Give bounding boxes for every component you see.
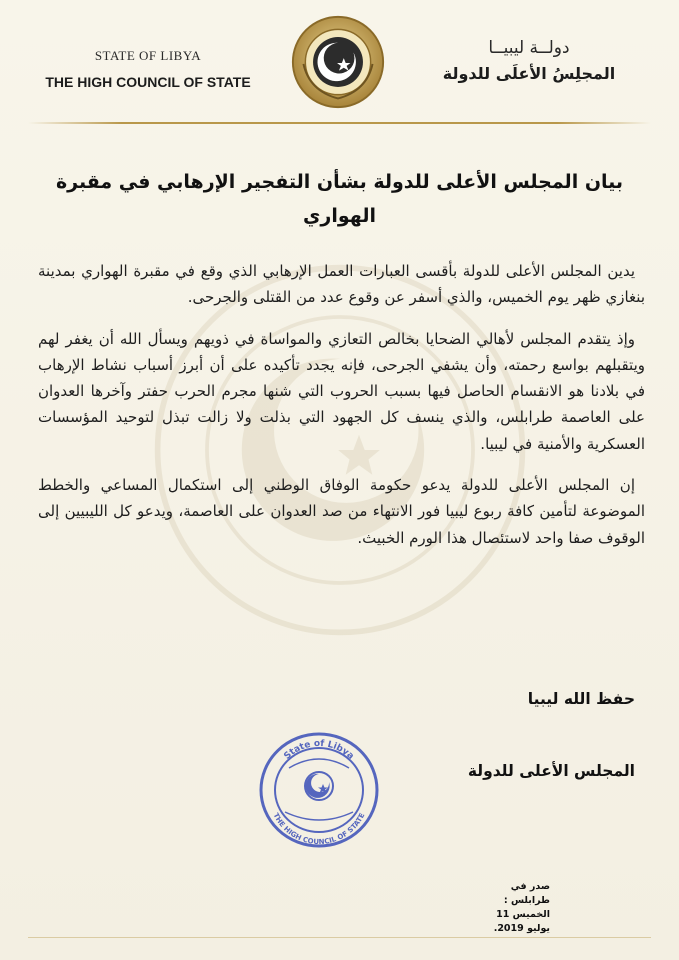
issue-place: صدر في طرابلس : — [503, 881, 550, 906]
council-name-en: THE HIGH COUNCIL OF STATE — [45, 74, 251, 90]
header-english — [38, 48, 258, 90]
issue-date: الخميس 11 يوليو 2019. — [493, 909, 550, 934]
official-stamp-icon — [255, 728, 383, 850]
header-divider — [28, 122, 651, 124]
state-name-en: STATE OF LIBYA — [94, 48, 202, 63]
paragraph-2: وإذ يتقدم المجلس لأهالي الضحايا بخالص التعازي والمواساة في ذويهم ويسأل الله أن يغفر لهم ويتقبلهم بواسع رحمته، وأن يشفي الجرحى، فإنه يجدد تأكيده على أن أبرز أسباب نشاط الإرهاب في بلادنا هو الانقسام الحاصل فيها بسبب الحروب التي شنها مجرم الحرب حفتر وآخرها العدوان على العاصمة طرابلس، والذي ينسف كل الجهود التي بذلت ولا زالت تبذل لتوحيد المؤسسات العسكرية والأمنية في ليبيا. — [38, 329, 645, 453]
paragraph-1: يدين المجلس الأعلى للدولة بأقسى العبارات العمل الإرهابي الذي وقع في مقبرة الهواري بمدينة بنغازي ظهر يوم الخميس، والذي أسفر عن وقوع عدد من القتلى والجرحى. — [38, 262, 645, 307]
state-name-ar: دولــة ليبيــا — [488, 38, 570, 58]
statement-title: بيان المجلس الأعلى للدولة بشأن التفجير الإرهابي في مقبرة الهواري — [55, 171, 624, 227]
stamp-top-text: State of Libya — [282, 738, 356, 762]
issue-info — [470, 880, 550, 936]
signature-council: المجلس الأعلى للدولة — [467, 762, 635, 780]
council-emblem-icon — [290, 14, 386, 110]
council-name-ar: المجلِسُ الأعلَى للدولة — [442, 64, 616, 83]
statement-body — [38, 258, 645, 566]
closing-phrase: حفظ الله ليبيا — [527, 690, 635, 708]
paragraph-3: إن المجلس الأعلى للدولة يدعو حكومة الوفاق الوطني إلى استكمال المساعي والخطط الموضوعة لتأمين كافة ربوع ليبيا فور الانتهاء من صد العدوان على العاصمة، ويدعو كل الليبيين إلى الوقوف صفا واحد لاستئصال هذا الورم الخبيث. — [38, 476, 645, 547]
footer-divider — [28, 937, 651, 938]
header-arabic — [409, 38, 649, 83]
stamp-bottom-text: THE HIGH COUNCIL OF STATE — [271, 811, 367, 847]
